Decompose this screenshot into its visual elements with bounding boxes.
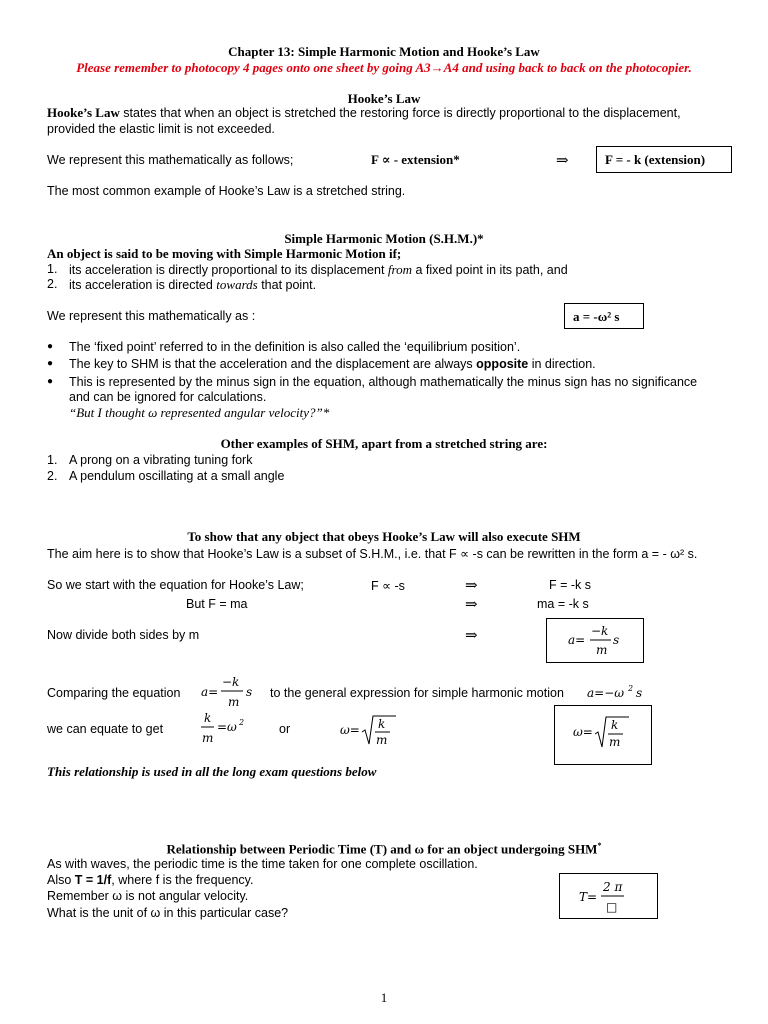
omega-formula-box [554,705,652,765]
shm-subheading: An object is said to be moving with Simple Harmonic Motion if; [47,246,402,261]
svg-text:m: m [609,735,621,749]
proof-start-text: So we start with the equation for Hooke’s Law; [47,578,304,592]
svg-text:=ω: =ω [217,720,237,734]
bullet-icon: ● [47,376,54,387]
equate-text: we can equate to get [47,722,164,736]
shm-bullet-1: The ‘fixed point’ referred to in the definition is also called the ‘equilibrium position’. [69,340,521,354]
shm-bullet-2: The key to SHM is that the acceleration and the displacement are always opposite in direction. [69,357,596,371]
implies-arrow: ⇒ [465,597,478,613]
shm-condition-1-number: 1. [47,262,58,276]
svg-text:s: s [246,685,253,699]
bullet-icon: ● [47,341,54,352]
period-line-1: As with waves, the periodic time is the time taken for one complete oscillation. [47,857,478,871]
svg-text:T=: T= [579,890,598,904]
hookes-law-definition-line1: Hooke’s Law states that when an object is stretched the restoring force is directly proportional to the displacement, [47,105,681,120]
period-formula-box [559,873,658,919]
period-line-3: Remember ω is not angular velocity. [47,889,249,903]
svg-text:□: □ [606,900,618,914]
svg-text:−k: −k [222,675,240,689]
compare-text-a: Comparing the equation [47,686,181,700]
svg-text:m: m [376,733,388,747]
svg-text:ω=: ω= [573,725,593,739]
photocopy-notice: Please remember to photocopy 4 pages onto one sheet by going A3→A4 and using back to back on the photocopier. [76,60,692,75]
example-1: A prong on a vibrating tuning fork [69,453,253,467]
proof-but-text: But F = ma [186,597,248,611]
svg-text:k: k [378,717,386,731]
hooke-proportionality: F ∝ - extension* [371,152,460,167]
proof-start-proportionality: F ∝ -s [371,579,405,593]
hooke-example: The most common example of Hooke’s Law is a stretched string. [47,184,406,198]
svg-text:a=−ω: a=−ω [587,686,625,700]
svg-text:2 π: 2 π [603,880,623,894]
shm-condition-2-number: 2. [47,277,58,291]
example-2: A pendulum oscillating at a small angle [69,469,285,483]
k-over-m-equation [199,708,259,748]
shm-condition-2: its acceleration is directed towards that point. [69,277,317,292]
example-2-number: 2. [47,469,58,483]
shm-bullet-3-line2: and can be ignored for calculations. [69,390,267,404]
hookes-law-definition-line2: provided the elastic limit is not exceeded. [47,122,275,136]
shm-condition-1: its acceleration is directly proportional to its displacement from a fixed point in its path, and [69,262,568,277]
proof-but-equation: ma = -k s [537,597,589,611]
hookes-law-term: Hooke’s Law [47,105,120,120]
shm-heading: Simple Harmonic Motion (S.H.M.)* [284,231,484,246]
svg-text:a=: a= [568,633,586,647]
period-line-4: What is the unit of ω in this particular case? [47,906,289,920]
implies-arrow: ⇒ [465,578,478,594]
page-title: Chapter 13: Simple Harmonic Motion and Hooke’s Law [228,44,540,59]
compare-text-b: to the general expression for simple harmonic motion [270,686,564,700]
period-formula [560,874,657,918]
omega-formula [555,706,651,764]
angular-velocity-quote: “But I thought ω represented angular velocity?”* [69,405,330,420]
general-shm-expression [585,682,655,704]
omega-sqrt-equation [338,708,398,748]
svg-text:m: m [228,695,240,709]
svg-text:s: s [636,686,643,700]
svg-text:a=: a= [201,685,219,699]
svg-text:s: s [613,633,620,647]
period-heading: Relationship between Periodic Time (T) and ω for an object undergoing SHM* [166,841,602,857]
shm-formula: a = -ω² s [573,309,620,324]
or-text: or [279,722,291,736]
shm-bullet-3-line1: This is represented by the minus sign in the equation, although mathematically the minus sign has no significance [69,375,698,389]
svg-text:m: m [596,643,608,657]
exam-note: This relationship is used in all the long exam questions below [47,764,377,779]
svg-text:2: 2 [239,718,245,727]
svg-text:m: m [202,731,214,745]
shm-formula-box [564,303,644,329]
hooke-formula-box [596,146,732,173]
proof-divide-text: Now divide both sides by m [47,628,200,642]
bullet-icon: ● [47,358,54,369]
svg-text:−k: −k [591,624,609,638]
proof-heading: To show that any object that obeys Hooke’s Law will also execute SHM [187,529,581,544]
examples-heading: Other examples of SHM, apart from a stretched string are: [220,436,548,451]
acceleration-formula-box [546,618,644,663]
svg-text:k: k [204,711,212,725]
hooke-formula: F = - k (extension) [605,152,706,167]
svg-text:ω=: ω= [340,723,360,737]
acceleration-formula [547,619,643,662]
page-number: 1 [380,990,388,1005]
hookes-law-heading: Hooke’s Law [347,91,421,106]
svg-text:k: k [611,718,619,732]
proof-aim: The aim here is to show that Hooke’s Law is a subset of S.H.M., i.e. that F ∝ -s can be rewritten in the form a = - ω² s. [47,547,698,561]
period-line-2: Also T = 1/f, where f is the frequency. [47,873,254,887]
shm-represent-text: We represent this mathematically as : [47,309,256,323]
example-1-number: 1. [47,453,58,467]
hooke-represent-text: We represent this mathematically as follows; [47,153,294,167]
implies-arrow: ⇒ [465,628,478,644]
implies-arrow: ⇒ [556,153,569,169]
proof-start-equation: F = -k s [549,578,592,592]
svg-text:2: 2 [628,684,634,693]
